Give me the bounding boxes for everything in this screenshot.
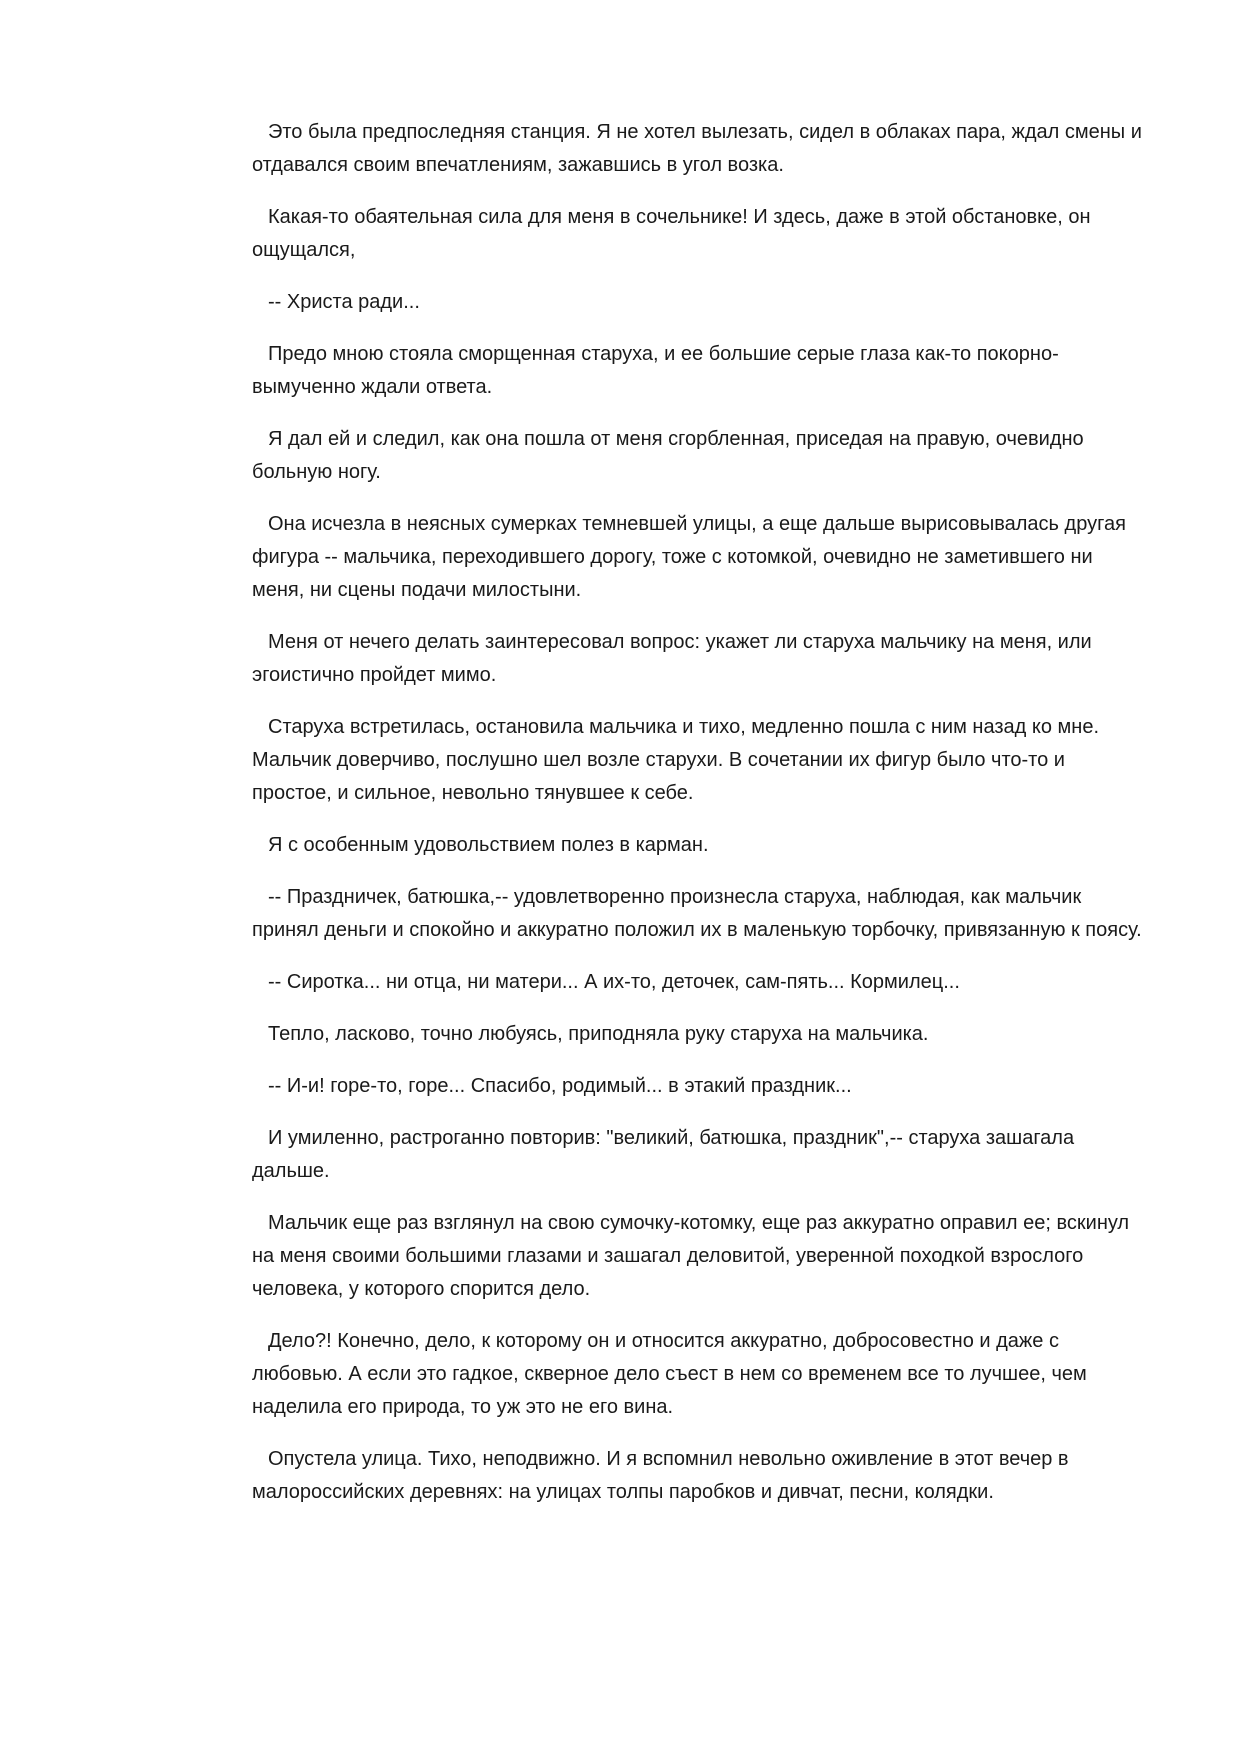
paragraph-15: Мальчик еще раз взглянул на свою сумочку-котомку, еще раз аккуратно оправил ее; вскинул на меня своими большими глазами и зашагал деловитой, уверенной походкой взрослого человека, у которого спорится дело. [252, 1212, 1130, 1300]
paragraph-13: -- И-и! горе-то, горе... Спасибо, родимый... в этакий праздник... [268, 1075, 852, 1097]
paragraph-10: -- Праздничек, батюшка,-- удовлетворенно произнесла старуха, наблюдая, как мальчик принял деньги и спокойно и аккуратно положил их в маленькую торбочку, привязанную к поясу. [252, 886, 1142, 941]
paragraph-7: Меня от нечего делать заинтересовал вопрос: укажет ли старуха мальчику на меня, или эгоистично пройдет мимо. [252, 631, 1092, 686]
text-body [252, 116, 1147, 1528]
paragraph-8: Старуха встретилась, остановила мальчика и тихо, медленно пошла с ним назад ко мне. Мальчик доверчиво, послушно шел возле старухи. В сочетании их фигур было что-то и простое, и сильное, невольно тянувшее к себе. [252, 716, 1099, 804]
paragraph-2: Какая-то обаятельная сила для меня в сочельнике! И здесь, даже в этой обстановке, он ощущался, [252, 206, 1091, 261]
paragraph-16: Дело?! Конечно, дело, к которому он и относится аккуратно, добросовестно и даже с любовью. А если это гадкое, скверное дело съест в нем со временем все то лучшее, чем наделила его природа, то уж это не его вина. [252, 1330, 1087, 1418]
paragraph-4: Предо мною стояла сморщенная старуха, и ее большие серые глаза как-то покорно-вымученно ждали ответа. [252, 343, 1059, 398]
paragraph-1: Это была предпоследняя станция. Я не хотел вылезать, сидел в облаках пара, ждал смены и отдавался своим впечатлениям, зажавшись в угол возка. [252, 121, 1142, 176]
paragraph-11: -- Сиротка... ни отца, ни матери... А их-то, деточек, сам-пять... Кормилец... [268, 971, 960, 993]
paragraph-12: Тепло, ласково, точно любуясь, приподняла руку старуха на мальчика. [268, 1023, 929, 1045]
paragraph-17: Опустела улица. Тихо, неподвижно. И я вспомнил невольно оживление в этот вечер в малороссийских деревнях: на улицах толпы паробков и дивчат, песни, колядки. [252, 1448, 1069, 1503]
paragraph-3: -- Христа ради... [268, 291, 420, 313]
paragraph-9: Я с особенным удовольствием полез в карман. [268, 834, 709, 856]
paragraph-14: И умиленно, растроганно повторив: "великий, батюшка, праздник",-- старуха зашагала дальше. [252, 1127, 1075, 1182]
paragraph-6: Она исчезла в неясных сумерках темневшей улицы, а еще дальше вырисовывалась другая фигура -- мальчика, переходившего дорогу, тоже с котомкой, очевидно не заметившего ни меня, ни сцены подачи милостыни. [252, 513, 1126, 601]
paragraph-5: Я дал ей и следил, как она пошла от меня сгорбленная, приседая на правую, очевидно больную ногу. [252, 428, 1084, 483]
